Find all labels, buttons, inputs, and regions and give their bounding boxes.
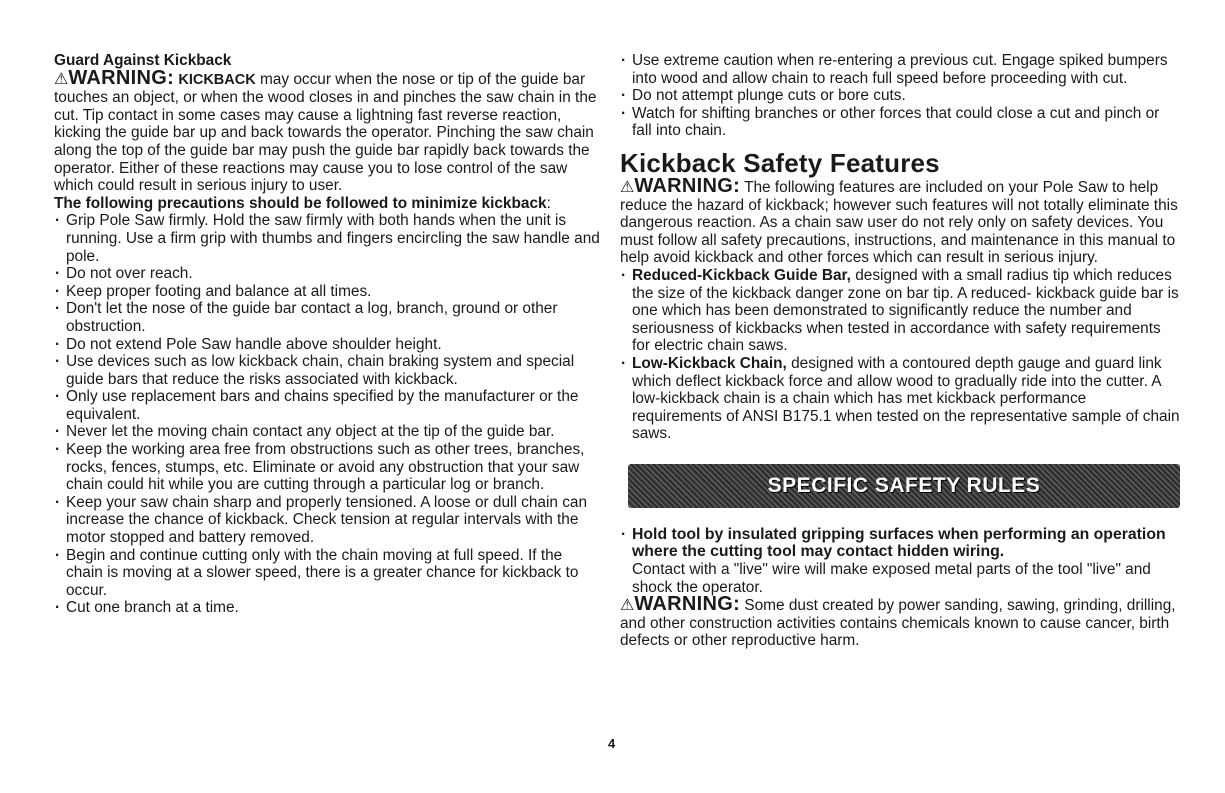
kickback-warning-paragraph <box>54 66 602 195</box>
list-item: · Grip Pole Saw firmly. Hold the saw firmly with both hands when the unit is running. Use a firm grip with thumbs and fingers encircling the saw handle and pole. <box>54 212 602 265</box>
features-title: Kickback Safety Features <box>620 147 940 178</box>
list-item: · Cut one branch at a time. <box>54 599 602 617</box>
warning-label: WARNING: <box>634 174 741 197</box>
warning-triangle-icon: ⚠ <box>54 70 69 88</box>
banner-text: SPECIFIC SAFETY RULES <box>767 473 1041 497</box>
list-item: · Don't let the nose of the guide bar contact a log, branch, ground or other obstruction. <box>54 300 602 335</box>
dust-warning-paragraph <box>620 593 1180 650</box>
specific-safety-rules-banner <box>628 464 1180 508</box>
kickback-caps: KICKBACK <box>178 71 256 88</box>
page-number: 4 <box>608 736 616 751</box>
feature-text: designed with a small radius tip which reduces the size of the kickback danger zone on bar tip. A reduced- kickback guide bar is one which has been demonstrated to significantly reduce the number and seriousness of kickbacks when tested in accordance with safety requirements for electric chain saws. <box>632 266 1179 355</box>
rule-text: Contact with a "live" wire will make exposed metal parts of the tool "live" and shock the operator. <box>632 561 1151 596</box>
list-item: · Keep proper footing and balance at all times. <box>54 283 602 301</box>
list-item: · Watch for shifting branches or other forces that could close a cut and pinch or fall into chain. <box>620 105 1180 140</box>
dust-warning-text: Some dust created by power sanding, sawing, grinding, drilling, and other construction activities contains chemicals known to cause cancer, birth defects or other reproductive harm. <box>620 597 1176 650</box>
warning-triangle-icon: ⚠ <box>620 178 635 196</box>
feature-lead: Low-Kickback Chain, <box>632 354 787 372</box>
precautions-list <box>54 212 602 617</box>
list-item: · Never let the moving chain contact any object at the tip of the guide bar. <box>54 423 602 441</box>
right-column <box>620 52 1180 650</box>
feature-text: designed with a contoured depth gauge and guard link which deflect kickback force and allow wood to gradually ride into the cutter. A low-kickback chain is a chain which has met kickback performance requirements of ANSI B175.1 when tested on the representative sample of chain saws. <box>632 354 1180 443</box>
list-item <box>620 267 1180 355</box>
specific-rules-list <box>620 526 1180 596</box>
list-item: · Use extreme caution when re-entering a previous cut. Engage spiked bumpers into wood and allow chain to reach full speed before proceeding with cut. <box>620 52 1180 87</box>
precautions-colon: : <box>546 194 551 212</box>
warning-triangle-icon: ⚠ <box>620 597 635 615</box>
feature-lead: Reduced-Kickback Guide Bar, <box>632 266 851 284</box>
warning-text: may occur when the nose or tip of the guide bar touches an object, or when the wood closes in and pinches the saw chain in the cut. Tip contact in some cases may cause a lightning fast reverse reaction, kicking the guide bar up and back towards the operator. Pinching the saw chain along the top of the guide bar may push the guide bar rapidly back towards the operator. Either of these reactions may cause you to lose control of the saw which could result in serious injury to user. <box>54 70 597 195</box>
list-item: · Keep your saw chain sharp and properly tensioned. A loose or dull chain can increase the chance of kickback. Check tension at regular intervals with the motor stopped and battery removed. <box>54 494 602 547</box>
features-warning-paragraph <box>620 174 1180 267</box>
features-text: The following features are included on your Pole Saw to help reduce the hazard of kickback; however such features will not totally eliminate this dangerous reaction. As a chain saw user do not rely only on safety devices. You must follow all safety precautions, instructions, and maintenance in this manual to help avoid kickback and other forces which can result in serious injury. <box>620 178 1178 267</box>
precautions-heading <box>54 195 602 213</box>
left-column <box>54 52 602 617</box>
warning-label: WARNING: <box>634 593 741 616</box>
list-item <box>620 526 1180 596</box>
features-list <box>620 267 1180 443</box>
rule-lead: Hold tool by insulated gripping surfaces when performing an operation where the cutting tool may contact hidden wiring. <box>632 525 1166 561</box>
list-item: · Do not attempt plunge cuts or bore cuts. <box>620 87 1180 105</box>
section-heading-kickback: Guard Against Kickback <box>54 52 232 69</box>
list-item: · Use devices such as low kickback chain, chain braking system and special guide bars that reduce the risks associated with kickback. <box>54 353 602 388</box>
list-item <box>620 355 1180 443</box>
list-item: · Begin and continue cutting only with the chain moving at full speed. If the chain is moving at a slower speed, there is a greater chance for kickback to occur. <box>54 547 602 600</box>
list-item: · Keep the working area free from obstructions such as other trees, branches, rocks, fences, stumps, etc. Eliminate or avoid any obstruction that your saw chain could hit while you are cutting through a particular log or branch. <box>54 441 602 494</box>
list-item: · Do not extend Pole Saw handle above shoulder height. <box>54 336 602 354</box>
precautions-heading-text: The following precautions should be followed to minimize kickback <box>54 194 547 212</box>
cutting-precautions-list <box>620 52 1180 140</box>
warning-label: WARNING: <box>68 66 175 89</box>
list-item: · Only use replacement bars and chains specified by the manufacturer or the equivalent. <box>54 388 602 423</box>
list-item: · Do not over reach. <box>54 265 602 283</box>
